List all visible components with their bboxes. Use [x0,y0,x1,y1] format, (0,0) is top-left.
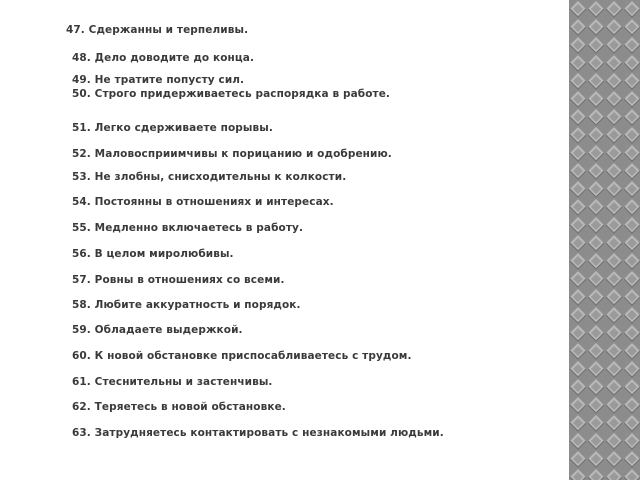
statement-57: 57. Ровны в отношениях со всеми. [72,274,285,286]
statement-52: 52. Маловосприимчивы к порицанию и одобрению. [72,148,392,160]
statement-53: 53. Не злобны, снисходительны к колкости. [72,171,347,183]
statement-55: 55. Медленно включаетесь в работу. [72,222,304,234]
statement-63: 63. Затрудняетесь контактировать с незнакомыми людьми. [72,427,444,439]
diamond-pattern [569,0,640,480]
statement-49: 49. Не тратите попусту сил. [72,74,245,86]
statement-47: 47. Сдержанны и терпеливы. [66,24,249,36]
statement-58: 58. Любите аккуратность и порядок. [72,299,301,311]
statement-59: 59. Обладаете выдержкой. [72,324,243,336]
statement-54: 54. Постоянны в отношениях и интересах. [72,196,334,208]
statement-56: 56. В целом миролюбивы. [72,248,234,260]
statement-51: 51. Легко сдерживаете порывы. [72,122,273,134]
statement-62: 62. Теряетесь в новой обстановке. [72,401,286,413]
statement-60: 60. К новой обстановке приспосабливаетесь с трудом. [72,350,412,362]
statement-48: 48. Дело доводите до конца. [72,52,255,64]
statement-61: 61. Стеснительны и застенчивы. [72,376,273,388]
statement-50: 50. Строго придерживаетесь распорядка в работе. [72,88,391,100]
decorative-pattern-strip [569,0,640,480]
